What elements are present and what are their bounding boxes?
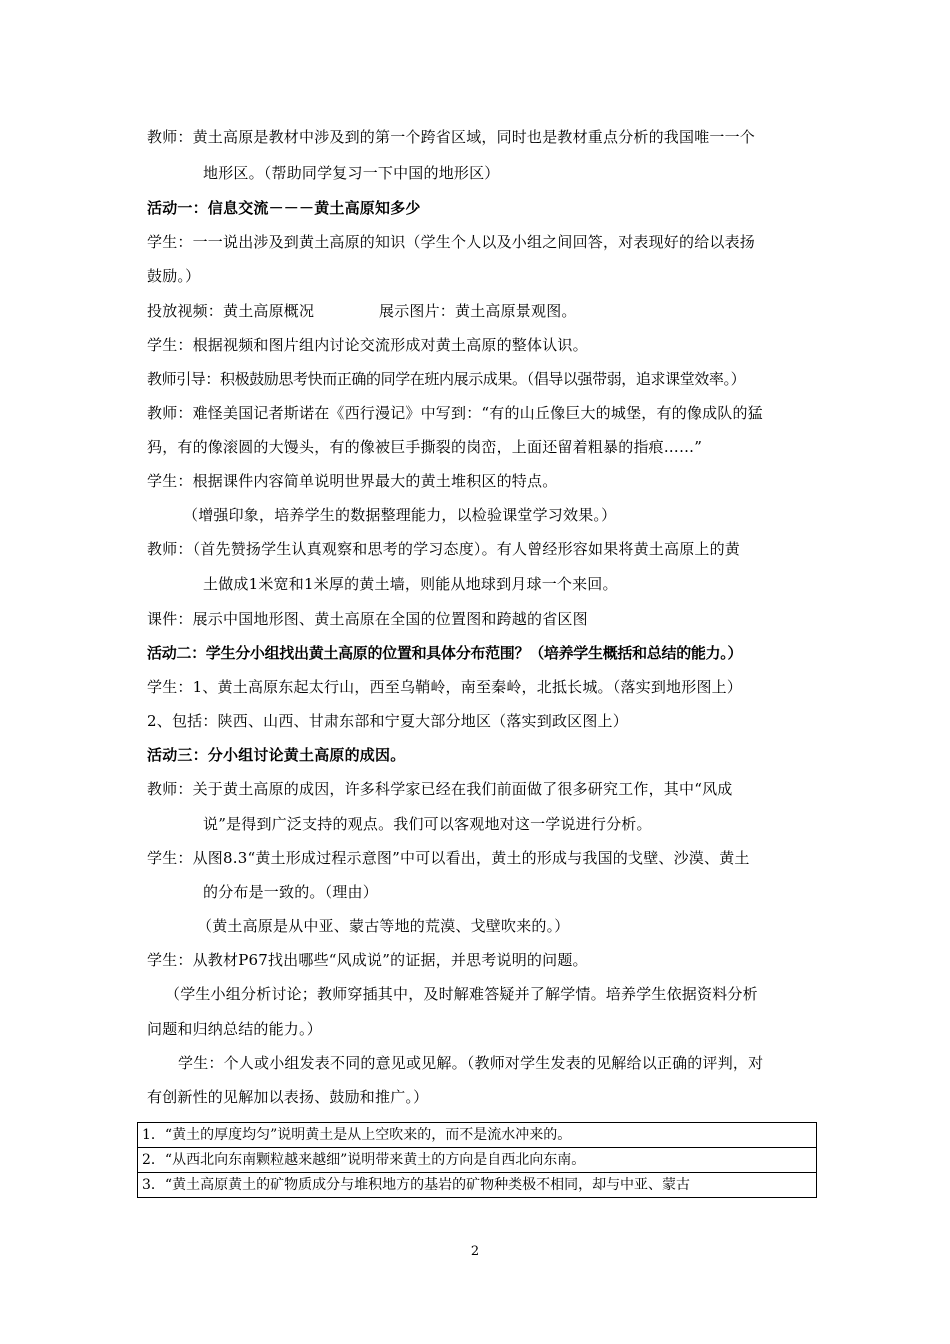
table-cell: 2．“从西北向东南颗粒越来越细”说明带来黄土的方向是自西北向东南。	[138, 1148, 817, 1173]
paragraph-line: 犸，有的像滚圆的大馒头，有的像被巨手撕裂的岗峦，上面还留着粗暴的指痕……”	[147, 438, 703, 456]
paragraph-line: 教师：黄土高原是教材中涉及到的第一个跨省区域，同时也是教材重点分析的我国唯一一个	[147, 128, 756, 146]
paragraph-line: 学生：根据视频和图片组内讨论交流形成对黄土高原的整体认识。	[147, 336, 588, 354]
paragraph-line: 教师引导：积极鼓励思考快而正确的同学在班内展示成果。（倡导以强带弱，追求课堂效率。）	[147, 370, 746, 388]
activity-heading: 活动三：分小组讨论黄土高原的成因。	[147, 746, 406, 764]
paragraph-line: （学生小组分析讨论；教师穿插其中，及时解难答疑并了解学情。培养学生依据资料分析	[165, 985, 758, 1003]
paragraph-line: 问题和归纳总结的能力。）	[147, 1020, 322, 1038]
paragraph-line: 学生：根据课件内容简单说明世界最大的黄土堆积区的特点。	[147, 472, 558, 490]
evidence-table	[137, 1122, 817, 1198]
paragraph-line: 说”是得到广泛支持的观点。我们可以客观地对这一学说进行分析。	[203, 815, 652, 833]
activity-heading: 活动二：学生分小组找出黄土高原的位置和具体分布范围？（培养学生概括和总结的能力。）	[147, 644, 743, 662]
table-cell: 3．“黄土高原黄土的矿物质成分与堆积地方的基岩的矿物种类极不相同，却与中亚、蒙古	[138, 1173, 817, 1198]
table-row	[138, 1123, 817, 1148]
paragraph-line: 土做成1米宽和1米厚的黄土墙，则能从地球到月球一个来回。	[203, 575, 618, 593]
paragraph-line: （增强印象，培养学生的数据整理能力，以检验课堂学习效果。）	[183, 506, 617, 524]
paragraph-line: 地形区。（帮助同学复习一下中国的地形区）	[203, 164, 500, 182]
table-row	[138, 1148, 817, 1173]
paragraph-line: 学生：从图8.3“黄土形成过程示意图”中可以看出，黄土的形成与我国的戈壁、沙漠、黄土	[147, 849, 750, 867]
paragraph-line: 教师：（首先赞扬学生认真观察和思考的学习态度）。有人曾经形容如果将黄土高原上的黄	[147, 540, 741, 558]
paragraph-line: 学生：个人或小组发表不同的意见或见解。（教师对学生发表的见解给以正确的评判，对	[178, 1054, 764, 1072]
paragraph-line: 的分布是一致的。（理由）	[203, 883, 378, 901]
paragraph-line: 学生：一一说出涉及到黄土高原的知识（学生个人以及小组之间回答，对表现好的给以表扬	[147, 233, 756, 251]
paragraph-line: 教师：关于黄土高原的成因，许多科学家已经在我们前面做了很多研究工作，其中“风成	[147, 780, 733, 798]
paragraph-line: 2、包括：陕西、山西、甘肃东部和宁夏大部分地区（落实到政区图上）	[147, 712, 628, 730]
paragraph-line: 课件：展示中国地形图、黄土高原在全国的位置图和跨越的省区图	[147, 610, 588, 628]
table-cell: 1．“黄土的厚度均匀”说明黄土是从上空吹来的，而不是流水冲来的。	[138, 1123, 817, 1148]
paragraph-line: 鼓励。）	[147, 267, 201, 285]
paragraph-line: 有创新性的见解加以表扬、鼓励和推广。）	[147, 1088, 429, 1106]
paragraph-line: （黄土高原是从中亚、蒙古等地的荒漠、戈壁吹来的。）	[197, 917, 570, 935]
table-row	[138, 1173, 817, 1198]
paragraph-line: 学生：1、黄土高原东起太行山，西至乌鞘岭，南至秦岭，北抵长城。（落实到地形图上）	[147, 678, 743, 696]
paragraph-line: 展示图片：黄土高原景观图。	[379, 302, 577, 320]
paragraph-line: 教师：难怪美国记者斯诺在《西行漫记》中写到：“有的山丘像巨大的城堡，有的像成队的猛	[147, 404, 763, 422]
page-number: 2	[470, 1244, 480, 1259]
paragraph-line: 投放视频：黄土高原概况	[147, 302, 315, 320]
activity-heading: 活动一：信息交流－－－黄土高原知多少	[147, 199, 421, 217]
paragraph-line: 学生：从教材P67找出哪些“风成说”的证据，并思考说明的问题。	[147, 951, 588, 969]
